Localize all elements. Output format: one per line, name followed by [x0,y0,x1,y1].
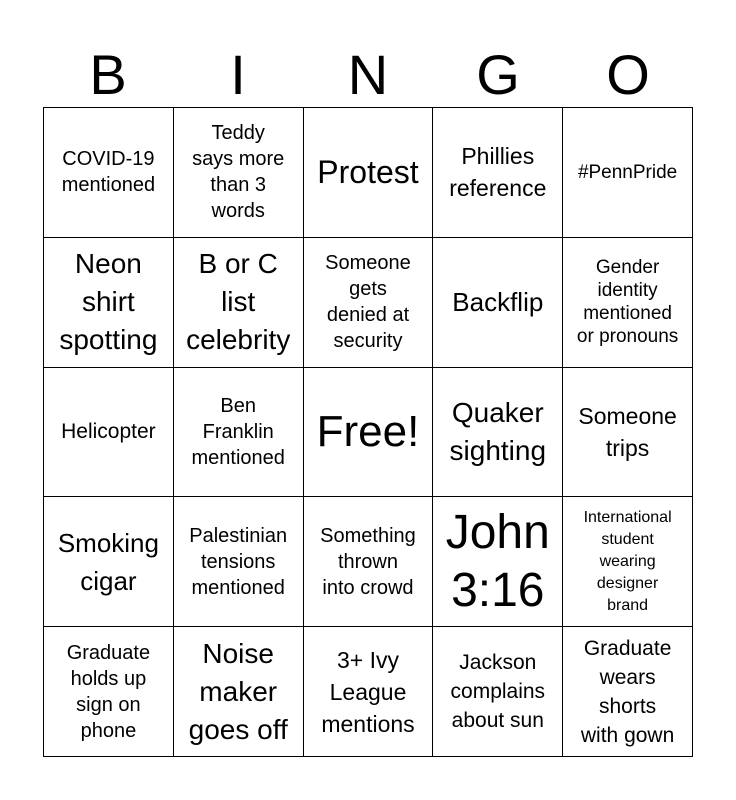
bingo-cell-r2c3[interactable] [304,238,434,368]
bingo-cell-r5c1[interactable] [44,627,174,757]
cell-label: Someone trips [578,402,677,461]
header-letter-n: N [347,43,389,106]
cell-label: 3+ Ivy League mentions [321,646,415,737]
header-letter-b: B [89,43,127,106]
bingo-cell-r2c1[interactable] [44,238,174,368]
bingo-cell-r1c2[interactable] [174,108,304,238]
bingo-cell-r2c2[interactable] [174,238,304,368]
header-letter-g: G [476,43,520,106]
cell-label: Backflip [452,287,544,318]
bingo-cell-r3c4[interactable] [433,368,563,498]
cell-label: Protest [317,154,419,191]
bingo-header [43,42,693,108]
cell-label: Palestinian tensions mentioned [189,524,288,599]
bingo-cell-r1c3[interactable] [304,108,434,238]
cell-label: Teddy says more than 3 words [192,122,285,223]
header-letter-i: I [230,43,246,106]
bingo-cell-r1c4[interactable] [433,108,563,238]
bingo-cell-r1c5[interactable] [563,108,693,238]
cell-label: #PennPride [577,161,678,183]
bingo-cell-r2c5[interactable] [563,238,693,368]
cell-label: Ben Franklin mentioned [191,394,285,469]
bingo-cell-r1c1[interactable] [44,108,174,238]
cell-label: International student wearing designer brand [583,508,672,614]
bingo-cell-r3c3[interactable] [304,368,434,498]
bingo-cell-r4c3[interactable] [304,497,434,627]
bingo-cell-r3c2[interactable] [174,368,304,498]
cell-label free-space: Free! [316,406,420,456]
bingo-cell-r5c3[interactable] [304,627,434,757]
cell-label: Quaker sighting [449,396,547,466]
cell-label: Noise maker goes off [188,637,288,745]
cell-label: Helicopter [61,420,156,444]
cell-label: Graduate holds up sign on phone [66,641,151,742]
cell-label: B or C list celebrity [186,248,291,356]
cell-label: Graduate wears shorts with gown [580,636,675,747]
bingo-cell-r5c5[interactable] [563,627,693,757]
bingo-cell-r4c4[interactable] [433,497,563,627]
cell-label: COVID-19 mentioned [61,148,156,197]
bingo-cell-r3c1[interactable] [44,368,174,498]
bingo-cell-r2c4[interactable] [433,238,563,368]
header-letter-o: O [606,43,650,106]
cell-label: Something thrown into crowd [320,524,416,599]
cell-label: Someone gets denied at security [325,252,411,353]
cell-label: John 3:16 [445,505,550,617]
bingo-board [43,107,693,757]
bingo-cell-r4c2[interactable] [174,497,304,627]
cell-label: Phillies reference [449,143,547,202]
cell-label: Neon shirt spotting [59,248,158,356]
bingo-cell-r4c5[interactable] [563,497,693,627]
bingo-cell-r5c4[interactable] [433,627,563,757]
cell-label: Smoking cigar [57,527,159,596]
bingo-cell-r5c2[interactable] [174,627,304,757]
bingo-cell-r3c5[interactable] [563,368,693,498]
bingo-cell-r4c1[interactable] [44,497,174,627]
cell-label: Gender identity mentioned or pronouns [576,257,679,348]
cell-label: Jackson complains about sun [450,651,546,733]
